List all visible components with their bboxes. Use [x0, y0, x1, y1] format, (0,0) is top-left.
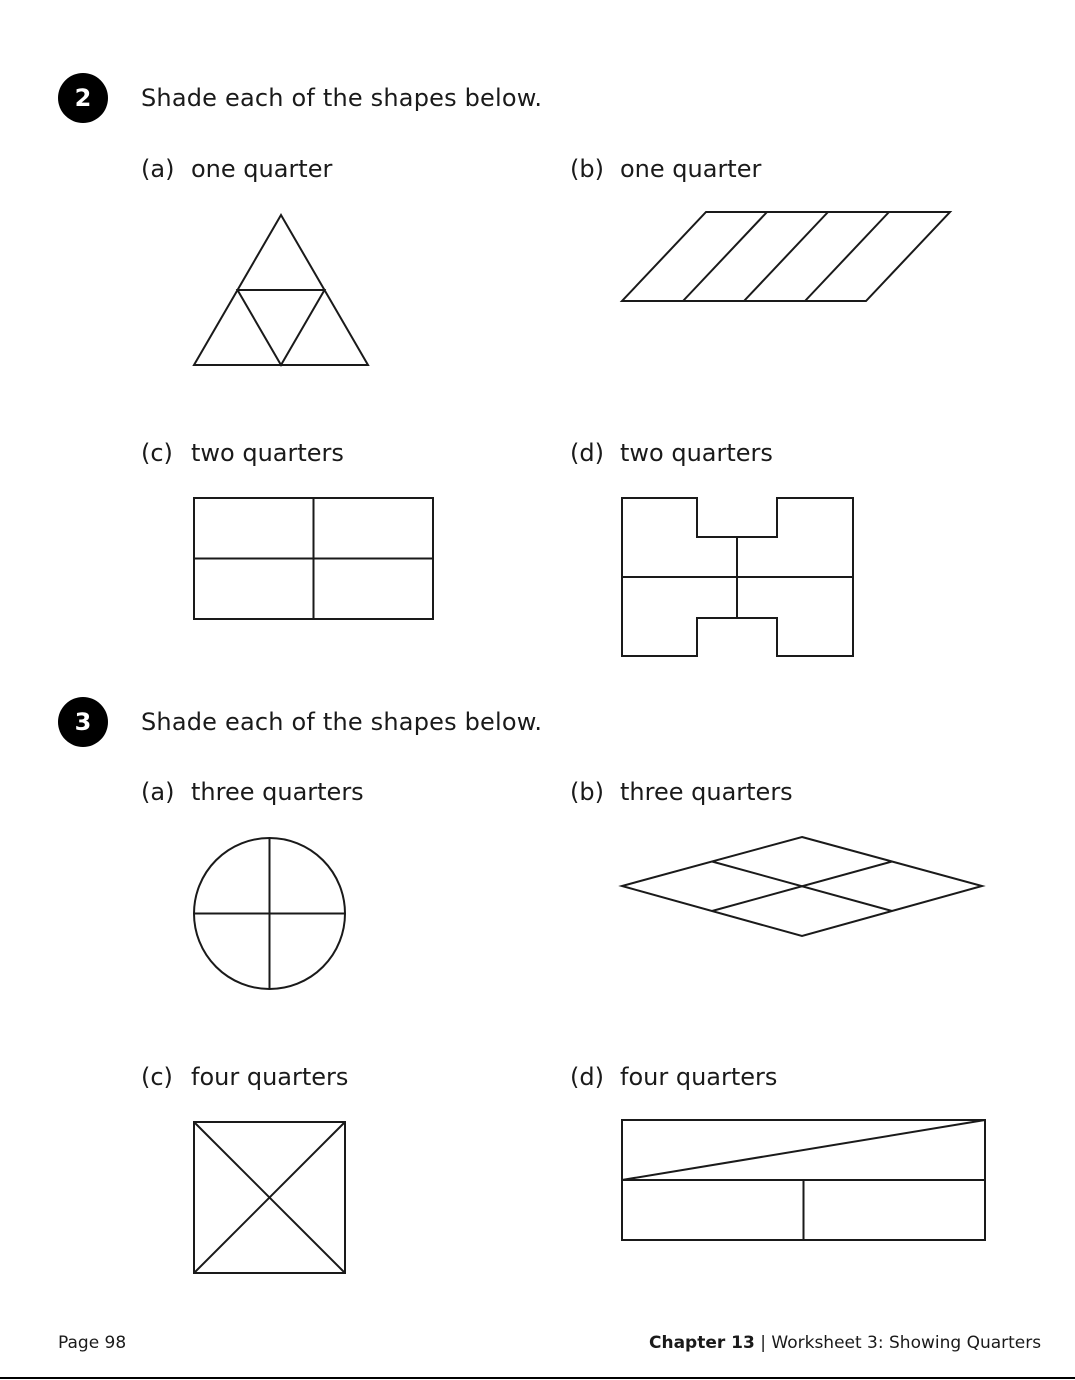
- part-letter: (b): [570, 778, 604, 806]
- part-text: one quarter: [620, 155, 762, 183]
- footer-separator: |: [760, 1333, 766, 1353]
- part-letter: (d): [570, 439, 604, 467]
- part-text: three quarters: [620, 778, 793, 806]
- page-bottom-rule: [0, 1377, 1075, 1379]
- part-text: four quarters: [620, 1063, 778, 1091]
- question-instruction: Shade each of the shapes below.: [141, 708, 543, 736]
- question-instruction: Shade each of the shapes below.: [141, 84, 543, 112]
- part-letter: (d): [570, 1063, 604, 1091]
- worksheet-title: Worksheet 3: Showing Quarters: [771, 1333, 1042, 1353]
- part-text: three quarters: [191, 778, 364, 806]
- chapter-label: Chapter 13: [649, 1333, 755, 1353]
- part-letter: (a): [141, 155, 175, 183]
- part-letter: (c): [141, 1063, 173, 1091]
- page-number: Page 98: [58, 1333, 127, 1353]
- part-letter: (a): [141, 778, 175, 806]
- part-text: four quarters: [191, 1063, 349, 1091]
- part-text: two quarters: [620, 439, 773, 467]
- question-number-badge: 3: [58, 697, 108, 747]
- part-text: one quarter: [191, 155, 333, 183]
- part-letter: (c): [141, 439, 173, 467]
- part-text: two quarters: [191, 439, 344, 467]
- question-number-badge: 2: [58, 73, 108, 123]
- part-letter: (b): [570, 155, 604, 183]
- footer-chapter-title: [649, 1333, 1041, 1353]
